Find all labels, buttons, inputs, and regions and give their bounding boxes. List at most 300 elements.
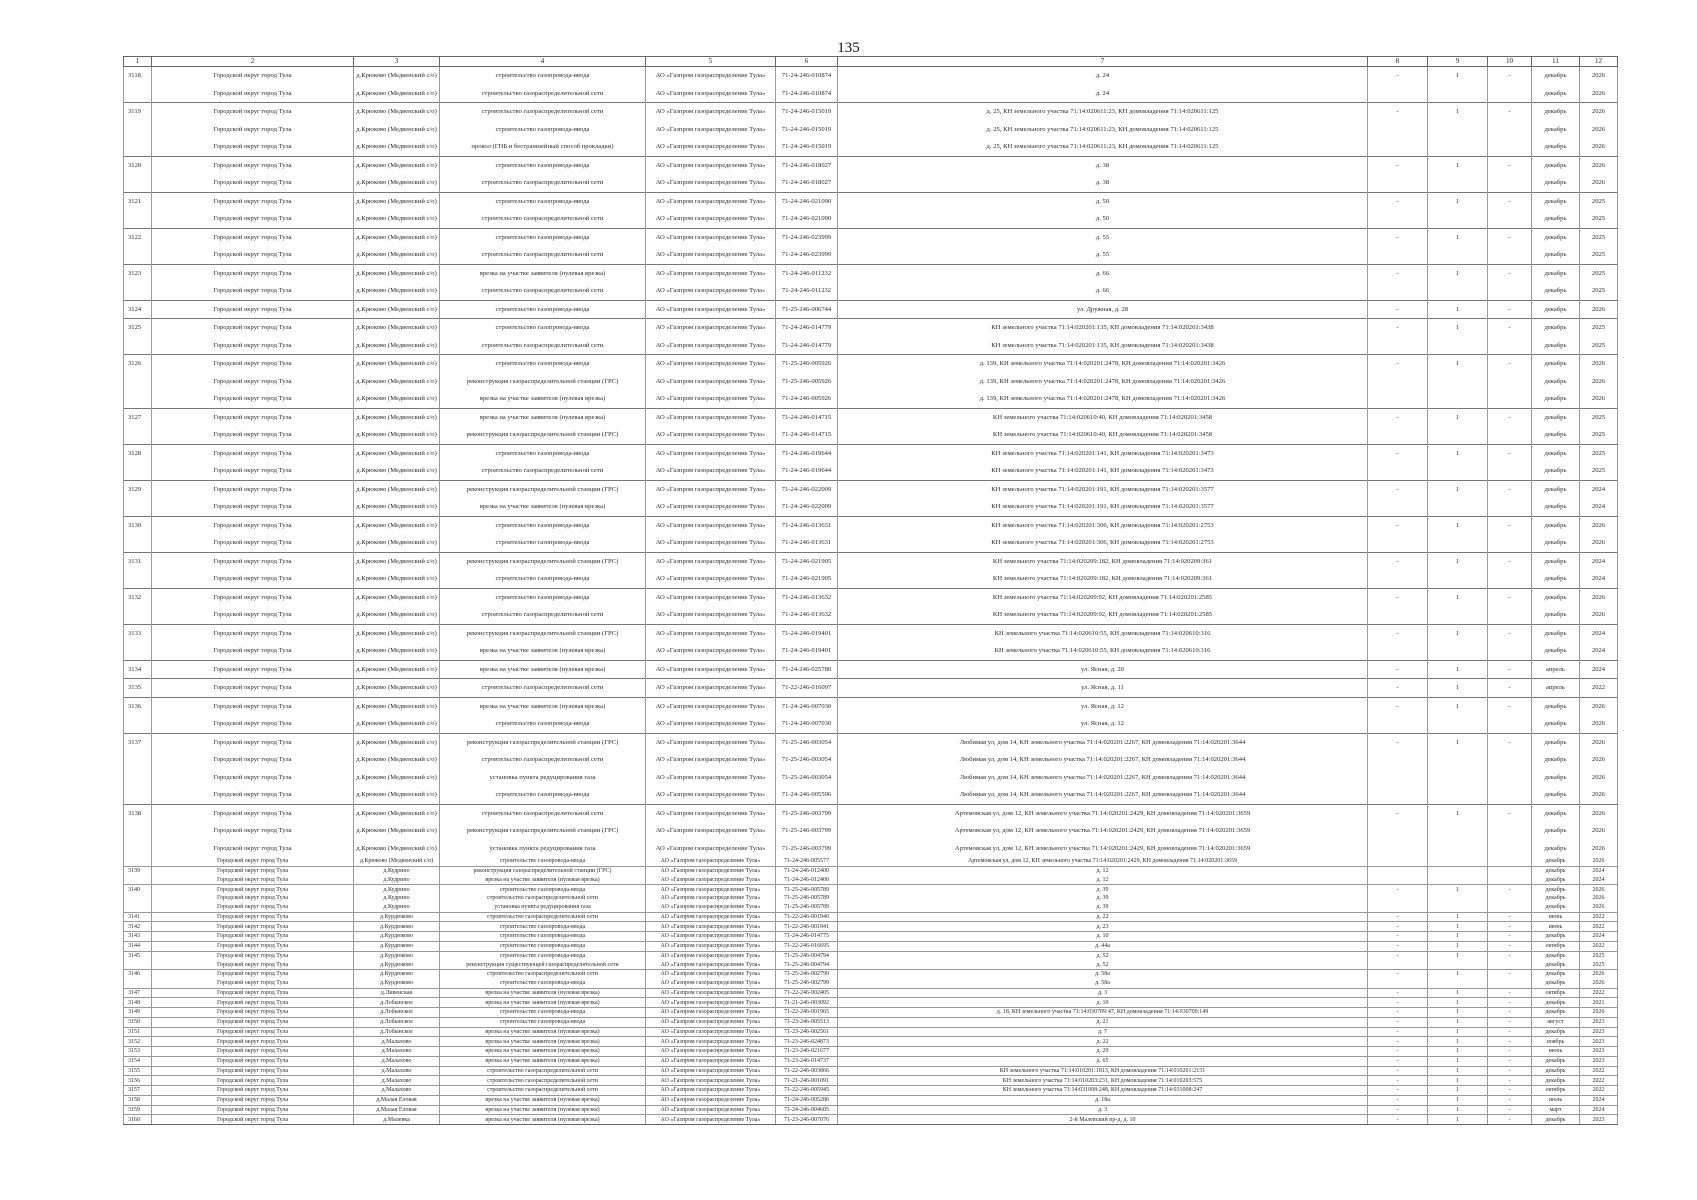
row-number-cell [124, 462, 152, 480]
col10-cell [1488, 840, 1532, 858]
col10-cell [1488, 174, 1532, 192]
col8-cell [1368, 534, 1428, 552]
work-type-cell: строительство газопровода-ввода [440, 228, 646, 246]
work-type-cell: реконструкция газораспределительной станции (ГРС) [440, 552, 646, 570]
settlement-cell: д.Крюково (Медвенский с/о) [354, 840, 440, 858]
organization-cell: АО «Газпром газораспределение Тула» [646, 876, 776, 885]
organization-cell: АО «Газпром газораспределение Тула» [646, 922, 776, 932]
work-type-cell: прокол (ГНБ и бестраншейный способ прокладки) [440, 138, 646, 156]
table-row [124, 912, 1618, 922]
work-type-cell: врезка на участке заявителя (нулевая врезка) [440, 1047, 646, 1057]
col10-cell: - [1488, 679, 1532, 698]
row-number-cell: 3159 [124, 1105, 152, 1115]
year-cell: 2026 [1580, 804, 1618, 822]
municipality-cell: Городской округ город Тула [152, 998, 354, 1008]
work-type-cell: врезка на участке заявителя (нулевая врезка) [440, 408, 646, 426]
row-number-cell [124, 246, 152, 264]
settlement-cell: д.Малахово [354, 1066, 440, 1076]
row-number-cell [124, 390, 152, 408]
municipality-cell: Городской округ город Тула [152, 85, 354, 103]
table-row [124, 1017, 1618, 1027]
row-number-cell: 3157 [124, 1086, 152, 1096]
work-type-cell: врезка на участке заявителя (нулевая врезка) [440, 1027, 646, 1037]
col8-cell: - [1368, 1095, 1428, 1105]
col10-cell [1488, 786, 1532, 804]
municipality-cell: Городской округ город Тула [152, 1047, 354, 1057]
organization-cell: АО «Газпром газораспределение Тула» [646, 1095, 776, 1105]
col10-cell [1488, 85, 1532, 103]
col10-cell: - [1488, 444, 1532, 462]
table-row [124, 246, 1618, 264]
municipality-cell: Городской округ город Тула [152, 979, 354, 988]
col9-cell: 1 [1428, 444, 1488, 462]
address-cell: д. 44а [838, 941, 1368, 951]
row-number-cell [124, 786, 152, 804]
table-row [124, 606, 1618, 624]
settlement-cell: д.Крюково (Медвенский с/о) [354, 210, 440, 228]
address-cell: д. 55 [838, 228, 1368, 246]
month-cell: декабрь [1532, 462, 1580, 480]
organization-cell: АО «Газпром газораспределение Тула» [646, 660, 776, 679]
table-header-row [124, 57, 1618, 67]
month-cell: декабрь [1532, 894, 1580, 903]
address-cell: д. 10 [838, 932, 1368, 942]
table-row [124, 534, 1618, 552]
municipality-cell: Городской округ город Тула [152, 1056, 354, 1066]
col8-cell [1368, 282, 1428, 300]
organization-cell: АО «Газпром газораспределение Тула» [646, 941, 776, 951]
address-cell: д. 7 [838, 1027, 1368, 1037]
row-number-cell: 3126 [124, 355, 152, 373]
code-cell: 71-25-246-003799 [776, 804, 838, 822]
col10-cell [1488, 903, 1532, 912]
table-row [124, 822, 1618, 840]
settlement-cell: д.Крюково (Медвенский с/о) [354, 857, 440, 866]
settlement-cell: д.Крюково (Медвенский с/о) [354, 588, 440, 606]
year-cell: 2024 [1580, 1095, 1618, 1105]
municipality-cell: Городской округ город Тула [152, 804, 354, 822]
row-number-cell [124, 570, 152, 588]
address-cell: ул. Ясная, д. 20 [838, 660, 1368, 679]
col10-cell: - [1488, 1017, 1532, 1027]
table-row [124, 1105, 1618, 1115]
work-type-cell: строительство газораспределительной сети [440, 85, 646, 103]
col9-cell: 1 [1428, 1115, 1488, 1125]
organization-cell: АО «Газпром газораспределение Тула» [646, 228, 776, 246]
year-cell: 2026 [1580, 67, 1618, 85]
code-cell: 71-24-246-005286 [776, 1095, 838, 1105]
row-number-cell [124, 642, 152, 660]
code-cell: 71-24-246-021090 [776, 192, 838, 210]
col9-cell: 1 [1428, 988, 1488, 998]
col10-cell: - [1488, 552, 1532, 570]
table-row [124, 1086, 1618, 1096]
col9-cell: 1 [1428, 1076, 1488, 1086]
col9-cell: 1 [1428, 552, 1488, 570]
col9-cell [1428, 822, 1488, 840]
col8-cell: - [1368, 228, 1428, 246]
month-cell: декабрь [1532, 642, 1580, 660]
col8-cell [1368, 979, 1428, 988]
month-cell: декабрь [1532, 390, 1580, 408]
code-cell: 71-24-246-012400 [776, 866, 838, 875]
table-row [124, 282, 1618, 300]
organization-cell: АО «Газпром газораспределение Тула» [646, 1056, 776, 1066]
settlement-cell: д.Крюково (Медвенский с/о) [354, 462, 440, 480]
organization-cell: АО «Газпром газораспределение Тула» [646, 1105, 776, 1115]
col8-cell: - [1368, 67, 1428, 85]
settlement-cell: д.Курдюково [354, 922, 440, 932]
municipality-cell: Городской округ город Тула [152, 426, 354, 444]
municipality-cell: Городской округ город Тула [152, 941, 354, 951]
col8-cell: - [1368, 355, 1428, 373]
row-number-cell [124, 903, 152, 912]
col10-cell [1488, 121, 1532, 139]
table-row [124, 228, 1618, 246]
year-cell: 2023 [1580, 1027, 1618, 1037]
code-cell: 71-25-246-003799 [776, 822, 838, 840]
organization-cell: АО «Газпром газораспределение Тула» [646, 408, 776, 426]
address-cell: КН земельного участка 71:14:031008:248, КН домовладения 71:14:031008:247 [838, 1086, 1368, 1096]
col8-cell [1368, 85, 1428, 103]
col10-cell: - [1488, 885, 1532, 894]
row-number-cell: 3151 [124, 1027, 152, 1037]
code-cell: 71-25-246-005926 [776, 373, 838, 391]
settlement-cell: д.Кудрино [354, 885, 440, 894]
table-row [124, 951, 1618, 960]
organization-cell: АО «Газпром газораспределение Тула» [646, 121, 776, 139]
address-cell: д. 66 [838, 264, 1368, 282]
year-cell: 2024 [1580, 480, 1618, 498]
month-cell: декабрь [1532, 1027, 1580, 1037]
settlement-cell: д.Малахово [354, 1047, 440, 1057]
code-cell: 71-24-246-014715 [776, 426, 838, 444]
settlement-cell: д.Крюково (Медвенский с/о) [354, 337, 440, 355]
code-cell: 71-24-246-007030 [776, 697, 838, 715]
col10-cell [1488, 715, 1532, 733]
year-cell: 2022 [1580, 1076, 1618, 1086]
code-cell: 71-25-246-003054 [776, 769, 838, 787]
work-type-cell: реконструкция газораспределительной станции (ГРС) [440, 624, 646, 642]
row-number-cell [124, 282, 152, 300]
organization-cell: АО «Газпром газораспределение Тула» [646, 192, 776, 210]
organization-cell: АО «Газпром газораспределение Тула» [646, 822, 776, 840]
organization-cell: АО «Газпром газораспределение Тула» [646, 951, 776, 960]
table-row [124, 373, 1618, 391]
col10-cell [1488, 857, 1532, 866]
col9-cell [1428, 786, 1488, 804]
table-row [124, 67, 1618, 85]
table-row [124, 876, 1618, 885]
row-number-cell: 3135 [124, 679, 152, 698]
code-cell: 71-24-246-010874 [776, 85, 838, 103]
row-number-cell [124, 534, 152, 552]
code-cell: 71-24-246-013631 [776, 516, 838, 534]
organization-cell: АО «Газпром газораспределение Тула» [646, 606, 776, 624]
row-number-cell [124, 498, 152, 516]
table-row [124, 786, 1618, 804]
column-header: 8 [1368, 57, 1428, 67]
address-cell: д. 58а [838, 970, 1368, 979]
col9-cell [1428, 337, 1488, 355]
col9-cell: 1 [1428, 932, 1488, 942]
address-cell: д. 3 [838, 1105, 1368, 1115]
municipality-cell: Городской округ город Тула [152, 885, 354, 894]
address-cell: ул. Ясная, д. 11 [838, 679, 1368, 698]
settlement-cell: д.Крюково (Медвенский с/о) [354, 516, 440, 534]
code-cell: 71-24-246-021905 [776, 552, 838, 570]
table-row [124, 660, 1618, 679]
col9-cell: 1 [1428, 660, 1488, 679]
municipality-cell: Городской округ город Тула [152, 922, 354, 932]
code-cell: 71-25-246-005789 [776, 885, 838, 894]
address-cell: 2-й Малевский пр-д, д. 10 [838, 1115, 1368, 1125]
year-cell: 2022 [1580, 988, 1618, 998]
row-number-cell: 3148 [124, 998, 152, 1008]
col10-cell: - [1488, 998, 1532, 1008]
year-cell: 2026 [1580, 885, 1618, 894]
table-row [124, 932, 1618, 942]
month-cell: декабрь [1532, 998, 1580, 1008]
municipality-cell: Городской округ город Тула [152, 960, 354, 969]
col8-cell [1368, 751, 1428, 769]
code-cell: 71-25-246-003799 [776, 840, 838, 858]
work-type-cell: строительство газораспределительной сети [440, 606, 646, 624]
settlement-cell: д.Кудрино [354, 876, 440, 885]
code-cell: 71-25-246-003054 [776, 751, 838, 769]
year-cell: 2026 [1580, 715, 1618, 733]
month-cell: декабрь [1532, 355, 1580, 373]
code-cell: 71-25-246-002799 [776, 970, 838, 979]
col8-cell [1368, 876, 1428, 885]
month-cell: декабрь [1532, 970, 1580, 979]
address-cell: КН земельного участка 71:14:020201:306, КН домовладения 71:14:020201:2753 [838, 516, 1368, 534]
month-cell: декабрь [1532, 246, 1580, 264]
col10-cell: - [1488, 941, 1532, 951]
organization-cell: АО «Газпром газораспределение Тула» [646, 373, 776, 391]
col9-cell [1428, 570, 1488, 588]
column-header: 10 [1488, 57, 1532, 67]
work-type-cell: строительство газопровода-ввода [440, 300, 646, 319]
col9-cell: 1 [1428, 804, 1488, 822]
address-cell: д. 139, КН земельного участка 71:14:020201:2478, КН домовладения 71:14:020201:3426 [838, 355, 1368, 373]
year-cell: 2026 [1580, 822, 1618, 840]
month-cell: декабрь [1532, 319, 1580, 337]
settlement-cell: д.Крюково (Медвенский с/о) [354, 121, 440, 139]
month-cell: декабрь [1532, 979, 1580, 988]
col10-cell: - [1488, 1095, 1532, 1105]
col8-cell: - [1368, 1076, 1428, 1086]
table-row [124, 337, 1618, 355]
address-cell: д. 25, КН земельного участка 71:14:020611:23, КН домовладения 71:14:020611:125 [838, 121, 1368, 139]
municipality-cell: Городской округ город Тула [152, 570, 354, 588]
table-row [124, 444, 1618, 462]
table-row [124, 570, 1618, 588]
organization-cell: АО «Газпром газораспределение Тула» [646, 138, 776, 156]
month-cell: декабрь [1532, 103, 1580, 121]
municipality-cell: Городской округ город Тула [152, 300, 354, 319]
address-cell: д. 25, КН земельного участка 71:14:020611:23, КН домовладения 71:14:020611:125 [838, 138, 1368, 156]
month-cell: октябрь [1532, 941, 1580, 951]
address-cell: Артемовская ул, дом 12, КН земельного участка 71:14:020201:2429, КН домовладения 71:14:020201:3659 [838, 804, 1368, 822]
year-cell: 2025 [1580, 319, 1618, 337]
municipality-cell: Городской округ город Тула [152, 660, 354, 679]
row-number-cell [124, 840, 152, 858]
month-cell: декабрь [1532, 804, 1580, 822]
year-cell: 2025 [1580, 444, 1618, 462]
address-cell: д. 52 [838, 960, 1368, 969]
month-cell: декабрь [1532, 857, 1580, 866]
row-number-cell: 3121 [124, 192, 152, 210]
organization-cell: АО «Газпром газораспределение Тула» [646, 885, 776, 894]
municipality-cell: Городской округ город Тула [152, 624, 354, 642]
settlement-cell: д.Крюково (Медвенский с/о) [354, 138, 440, 156]
month-cell: декабрь [1532, 444, 1580, 462]
municipality-cell: Городской округ город Тула [152, 103, 354, 121]
work-type-cell: строительство газопровода-ввода [440, 570, 646, 588]
code-cell: 71-25-246-003054 [776, 733, 838, 751]
col10-cell: - [1488, 67, 1532, 85]
settlement-cell: д.Крюково (Медвенский с/о) [354, 355, 440, 373]
code-cell: 71-22-246-001940 [776, 912, 838, 922]
month-cell: декабрь [1532, 337, 1580, 355]
municipality-cell: Городской округ город Тула [152, 822, 354, 840]
code-cell: 71-24-246-005926 [776, 390, 838, 408]
settlement-cell: д.Крюково (Медвенский с/о) [354, 156, 440, 174]
row-number-cell: 3120 [124, 156, 152, 174]
code-cell: 71-24-246-011232 [776, 282, 838, 300]
code-cell: 71-25-246-002799 [776, 979, 838, 988]
address-cell: КН земельного участка 71:14:010201:1813, КН домовладения 71:14:010201:2151 [838, 1066, 1368, 1076]
organization-cell: АО «Газпром газораспределение Тула» [646, 1086, 776, 1096]
year-cell: 2026 [1580, 697, 1618, 715]
municipality-cell: Городской округ город Тула [152, 373, 354, 391]
work-type-cell: реконструкция газораспределительной станции (ГРС) [440, 480, 646, 498]
municipality-cell: Городской округ город Тула [152, 444, 354, 462]
col9-cell: 1 [1428, 998, 1488, 1008]
table-row [124, 210, 1618, 228]
table-row [124, 885, 1618, 894]
month-cell: октябрь [1532, 988, 1580, 998]
table-row [124, 1056, 1618, 1066]
col8-cell: - [1368, 588, 1428, 606]
address-cell: ул. Ясная, д. 12 [838, 697, 1368, 715]
work-type-cell: строительство газораспределительной сети [440, 1076, 646, 1086]
code-cell: 71-24-246-013631 [776, 534, 838, 552]
organization-cell: АО «Газпром газораспределение Тула» [646, 1017, 776, 1027]
municipality-cell: Городской округ город Тула [152, 462, 354, 480]
col8-cell [1368, 174, 1428, 192]
code-cell: 71-24-246-012400 [776, 876, 838, 885]
code-cell: 71-24-246-014775 [776, 932, 838, 942]
month-cell: декабрь [1532, 174, 1580, 192]
column-header: 6 [776, 57, 838, 67]
year-cell: 2024 [1580, 642, 1618, 660]
row-number-cell: 3144 [124, 941, 152, 951]
table-row [124, 1047, 1618, 1057]
row-number-cell [124, 121, 152, 139]
work-type-cell: установка пункта редуцирования газа [440, 769, 646, 787]
municipality-cell: Городской округ город Тула [152, 1037, 354, 1047]
work-type-cell: строительство газораспределительной сети [440, 246, 646, 264]
row-number-cell: 3147 [124, 988, 152, 998]
month-cell: декабрь [1532, 876, 1580, 885]
code-cell: 71-22-246-001965 [776, 1008, 838, 1018]
settlement-cell: д.Крюково (Медвенский с/о) [354, 282, 440, 300]
year-cell: 2026 [1580, 103, 1618, 121]
work-type-cell: реконструкция газораспределительной станции (ГРС) [440, 866, 646, 875]
col8-cell: - [1368, 444, 1428, 462]
organization-cell: АО «Газпром газораспределение Тула» [646, 1066, 776, 1076]
organization-cell: АО «Газпром газораспределение Тула» [646, 786, 776, 804]
month-cell: июнь [1532, 922, 1580, 932]
row-number-cell: 3160 [124, 1115, 152, 1125]
code-cell: 71-24-246-013632 [776, 588, 838, 606]
year-cell: 2025 [1580, 282, 1618, 300]
month-cell: декабрь [1532, 1066, 1580, 1076]
year-cell: 2026 [1580, 390, 1618, 408]
table-row [124, 769, 1618, 787]
organization-cell: АО «Газпром газораспределение Тула» [646, 103, 776, 121]
settlement-cell: д.Крюково (Медвенский с/о) [354, 103, 440, 121]
table-row [124, 1008, 1618, 1018]
data-table [123, 56, 1618, 1125]
col8-cell [1368, 822, 1428, 840]
municipality-cell: Городской округ город Тула [152, 769, 354, 787]
row-number-cell: 3132 [124, 588, 152, 606]
row-number-cell: 3133 [124, 624, 152, 642]
table-row [124, 1066, 1618, 1076]
settlement-cell: д.Кудрино [354, 894, 440, 903]
address-cell: д. 18, КН земельного участка 71:14:030709:47, КН домовладения 71:14:030709:149 [838, 1008, 1368, 1018]
col8-cell: - [1368, 1037, 1428, 1047]
address-cell: КН земельного участка 71:14:020610:55, КН домовладения 71:14:020610:316 [838, 642, 1368, 660]
table-row [124, 988, 1618, 998]
col8-cell: - [1368, 998, 1428, 1008]
col10-cell: - [1488, 355, 1532, 373]
month-cell: декабрь [1532, 840, 1580, 858]
work-type-cell: строительство газопровода-ввода [440, 67, 646, 85]
code-cell: 71-23-246-024873 [776, 1037, 838, 1047]
col10-cell: - [1488, 1047, 1532, 1057]
address-cell: д. 21 [838, 1017, 1368, 1027]
col9-cell [1428, 642, 1488, 660]
table-row [124, 426, 1618, 444]
organization-cell: АО «Газпром газораспределение Тула» [646, 480, 776, 498]
column-header: 4 [440, 57, 646, 67]
col10-cell: - [1488, 156, 1532, 174]
col10-cell: - [1488, 1008, 1532, 1018]
code-cell: 71-21-246-003092 [776, 998, 838, 1008]
work-type-cell: врезка на участке заявителя (нулевая врезка) [440, 988, 646, 998]
month-cell: декабрь [1532, 588, 1580, 606]
month-cell: декабрь [1532, 498, 1580, 516]
year-cell: 2023 [1580, 1115, 1618, 1125]
year-cell: 2025 [1580, 264, 1618, 282]
work-type-cell: реконструкция газораспределительной станции (ГРС) [440, 822, 646, 840]
municipality-cell: Городской округ город Тула [152, 751, 354, 769]
row-number-cell: 3140 [124, 885, 152, 894]
municipality-cell: Городской округ город Тула [152, 552, 354, 570]
organization-cell: АО «Газпром газораспределение Тула» [646, 300, 776, 319]
col8-cell: - [1368, 408, 1428, 426]
row-number-cell: 3149 [124, 1008, 152, 1018]
code-cell: 71-24-246-018027 [776, 174, 838, 192]
work-type-cell: строительство газораспределительной сети [440, 210, 646, 228]
col8-cell: - [1368, 912, 1428, 922]
municipality-cell: Городской округ город Тула [152, 932, 354, 942]
year-cell: 2026 [1580, 894, 1618, 903]
